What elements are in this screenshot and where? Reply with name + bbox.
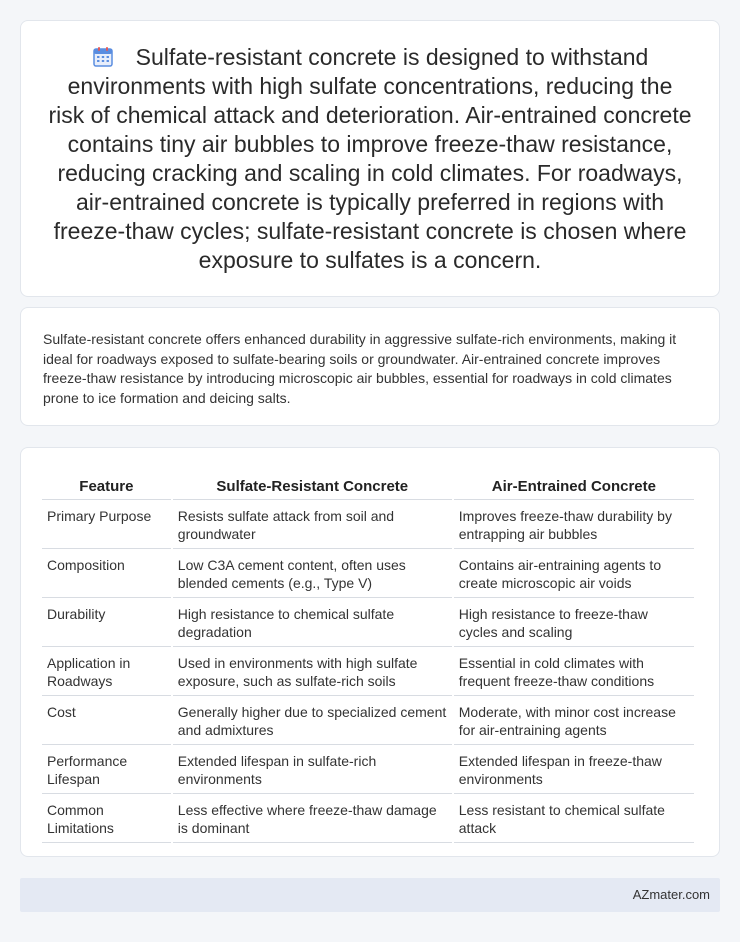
comparison-table <box>40 466 696 843</box>
footer-bar <box>20 878 720 912</box>
table-row <box>42 647 694 696</box>
air-entrained-cell: Moderate, with minor cost increase for air-entraining agents <box>454 696 694 745</box>
feature-cell: Composition <box>42 549 171 598</box>
air-entrained-cell: Contains air-entraining agents to create microscopic air voids <box>454 549 694 598</box>
table-row <box>42 549 694 598</box>
header-feature: Feature <box>42 466 171 500</box>
comparison-table-card <box>20 447 720 857</box>
table-row <box>42 745 694 794</box>
feature-cell: Cost <box>42 696 171 745</box>
summary-paragraph <box>47 43 693 275</box>
feature-cell: Common Limitations <box>42 794 171 843</box>
sulfate-cell: Used in environments with high sulfate exposure, such as sulfate-rich soils <box>173 647 452 696</box>
table-row <box>42 794 694 843</box>
sulfate-cell: Less effective where freeze-thaw damage is dominant <box>173 794 452 843</box>
feature-cell: Performance Lifespan <box>42 745 171 794</box>
air-entrained-cell: Essential in cold climates with frequent freeze-thaw conditions <box>454 647 694 696</box>
sulfate-cell: Resists sulfate attack from soil and groundwater <box>173 500 452 549</box>
air-entrained-cell: Improves freeze-thaw durability by entrapping air bubbles <box>454 500 694 549</box>
sulfate-cell: Generally higher due to specialized cement and admixtures <box>173 696 452 745</box>
air-entrained-cell: Extended lifespan in freeze-thaw environments <box>454 745 694 794</box>
table-header-row <box>42 466 694 500</box>
footer-brand[interactable]: AZmater.com <box>632 887 710 902</box>
feature-cell: Primary Purpose <box>42 500 171 549</box>
feature-cell: Durability <box>42 598 171 647</box>
sulfate-cell: Extended lifespan in sulfate-rich environments <box>173 745 452 794</box>
header-sulfate-resistant: Sulfate-Resistant Concrete <box>173 466 452 500</box>
calendar-icon <box>92 46 114 68</box>
feature-cell: Application in Roadways <box>42 647 171 696</box>
air-entrained-cell: High resistance to freeze-thaw cycles and scaling <box>454 598 694 647</box>
table-row <box>42 696 694 745</box>
table-row <box>42 598 694 647</box>
air-entrained-cell: Less resistant to chemical sulfate attack <box>454 794 694 843</box>
header-air-entrained: Air-Entrained Concrete <box>454 466 694 500</box>
summary-card <box>20 20 720 297</box>
table-row <box>42 500 694 549</box>
summary-text: Sulfate-resistant concrete is designed to withstand environments with high sulfate concentrations, reducing the risk of chemical attack and deterioration. Air-entrained concrete contains tiny air bubbles to improve freeze-thaw resistance, reducing cracking and scaling in cold climates. For roadways, air-entrained concrete is typically preferred in regions with freeze-thaw cycles; sulfate-resistant concrete is chosen where exposure to sulfates is a concern. <box>48 44 692 273</box>
sulfate-cell: High resistance to chemical sulfate degradation <box>173 598 452 647</box>
intro-paragraph: Sulfate-resistant concrete offers enhanced durability in aggressive sulfate-rich environments, making it ideal for roadways exposed to sulfate-bearing soils or groundwater. Air-entrained concrete improves freeze-thaw resistance by introducing microscopic air bubbles, essential for roadways in cold climates prone to ice formation and deicing salts. <box>43 331 677 406</box>
intro-card <box>20 307 720 426</box>
sulfate-cell: Low C3A cement content, often uses blended cements (e.g., Type V) <box>173 549 452 598</box>
